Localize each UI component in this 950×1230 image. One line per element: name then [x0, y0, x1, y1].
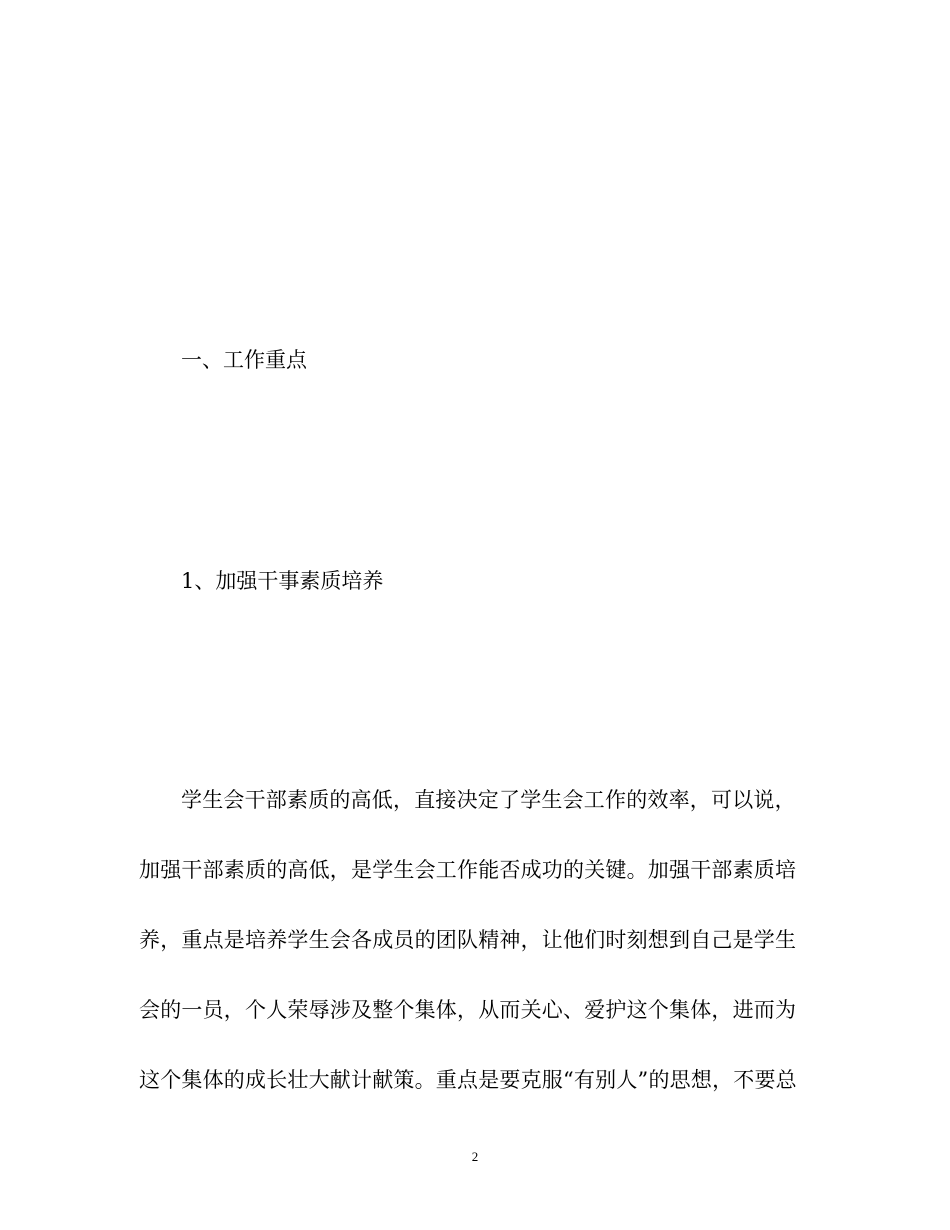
section-heading: 一、工作重点: [181, 348, 307, 372]
paragraph-line: 学生会干部素质的高低，直接决定了学生会工作的效率，可以说，: [181, 788, 796, 812]
subsection-heading: 1、加强干事素质培养: [181, 569, 384, 593]
paragraph-line: 这个集体的成长壮大献计献策。重点是要克服“有别人”的思想，不要总: [139, 1068, 797, 1092]
page-number: 2: [471, 1149, 479, 1164]
paragraph-line: 加强干部素质的高低，是学生会工作能否成功的关键。加强干部素质培: [139, 858, 797, 882]
paragraph-line: 会的一员，个人荣辱涉及整个集体，从而关心、爱护这个集体，进而为: [139, 998, 797, 1022]
paragraph-line: 养，重点是培养学生会各成员的团队精神，让他们时刻想到自己是学生: [139, 928, 797, 952]
